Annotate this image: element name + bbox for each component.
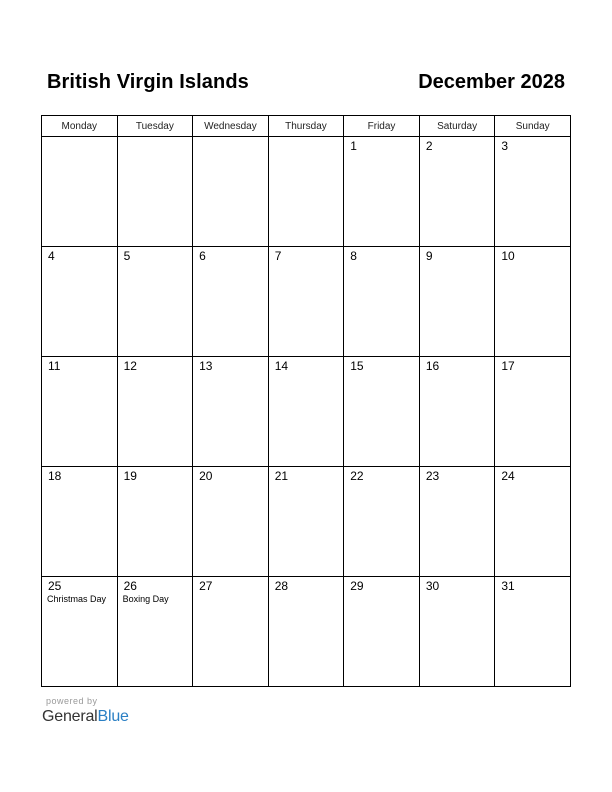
weekday-header: Friday (344, 116, 420, 137)
day-number: 25 (48, 579, 62, 593)
day-number: 24 (501, 469, 515, 483)
day-number: 30 (425, 579, 440, 593)
brand-name-general: General (42, 708, 98, 725)
day-number: 3 (501, 139, 509, 153)
day-number: 26 (123, 579, 137, 593)
weekday-header: Wednesday (193, 116, 269, 137)
day-cell (495, 357, 571, 467)
footer-branding (42, 696, 129, 726)
week-row (42, 577, 571, 687)
day-cell (344, 467, 420, 577)
day-number: 19 (123, 469, 137, 483)
day-number: 9 (425, 249, 433, 263)
day-number: 14 (274, 359, 289, 373)
day-cell (42, 247, 118, 357)
day-cell (42, 467, 118, 577)
day-number: 18 (48, 469, 62, 483)
day-cell (117, 137, 193, 247)
day-number: 21 (274, 469, 289, 483)
week-row (42, 467, 571, 577)
day-cell (268, 247, 344, 357)
day-number: 16 (425, 359, 440, 373)
week-row (42, 137, 571, 247)
day-number: 13 (199, 359, 213, 373)
calendar-country-title: British Virgin Islands (47, 71, 249, 93)
day-cell (42, 357, 118, 467)
holiday-label: Christmas Day (47, 594, 107, 604)
day-number: 23 (425, 469, 440, 483)
day-cell (495, 467, 571, 577)
day-number: 15 (350, 359, 364, 373)
day-number (42, 137, 117, 140)
day-cell (495, 137, 571, 247)
day-cell (344, 137, 420, 247)
week-row (42, 247, 571, 357)
day-cell (344, 247, 420, 357)
day-number: 27 (199, 579, 213, 593)
day-cell (495, 247, 571, 357)
day-cell (117, 357, 193, 467)
day-cell (419, 357, 495, 467)
day-number (269, 137, 344, 140)
day-cell (344, 357, 420, 467)
month-calendar-grid (41, 115, 571, 687)
weekday-header: Monday (42, 116, 118, 137)
holiday-label: Boxing Day (122, 594, 169, 604)
day-number: 1 (350, 139, 357, 153)
day-number: 31 (501, 579, 515, 593)
weekday-header: Sunday (495, 116, 571, 137)
day-cell (193, 577, 269, 687)
day-number: 10 (501, 249, 515, 263)
weekday-header: Thursday (268, 116, 344, 137)
generalblue-logo[interactable] (42, 708, 129, 726)
day-cell (193, 247, 269, 357)
day-number: 20 (199, 469, 213, 483)
day-number: 2 (425, 139, 433, 153)
day-cell (419, 577, 495, 687)
day-number: 11 (48, 359, 61, 373)
weekday-header: Saturday (419, 116, 495, 137)
day-number (118, 137, 193, 140)
day-cell (193, 137, 269, 247)
day-cell (42, 577, 118, 687)
day-number: 29 (350, 579, 364, 593)
day-number: 17 (501, 359, 515, 373)
day-cell (117, 577, 193, 687)
day-cell (268, 467, 344, 577)
day-cell (42, 137, 118, 247)
day-cell (344, 577, 420, 687)
day-number: 8 (350, 249, 357, 263)
day-number: 6 (199, 249, 206, 263)
calendar-month-title: December 2028 (418, 71, 565, 93)
weekday-header: Tuesday (117, 116, 193, 137)
day-cell (117, 467, 193, 577)
day-number (193, 137, 268, 140)
day-number: 5 (123, 249, 131, 263)
brand-name-blue: Blue (97, 708, 129, 725)
day-cell (268, 577, 344, 687)
day-cell (495, 577, 571, 687)
day-number: 28 (274, 579, 289, 593)
day-number: 12 (123, 359, 137, 373)
day-number: 7 (274, 249, 282, 263)
day-cell (117, 247, 193, 357)
day-number: 22 (350, 469, 364, 483)
day-number: 4 (48, 249, 55, 263)
day-cell (419, 137, 495, 247)
day-cell (268, 137, 344, 247)
day-cell (193, 357, 269, 467)
day-cell (268, 357, 344, 467)
day-cell (419, 467, 495, 577)
weekday-header-row (42, 116, 571, 137)
day-cell (193, 467, 269, 577)
day-cell (419, 247, 495, 357)
powered-by-text: powered by (46, 696, 98, 706)
week-row (42, 357, 571, 467)
